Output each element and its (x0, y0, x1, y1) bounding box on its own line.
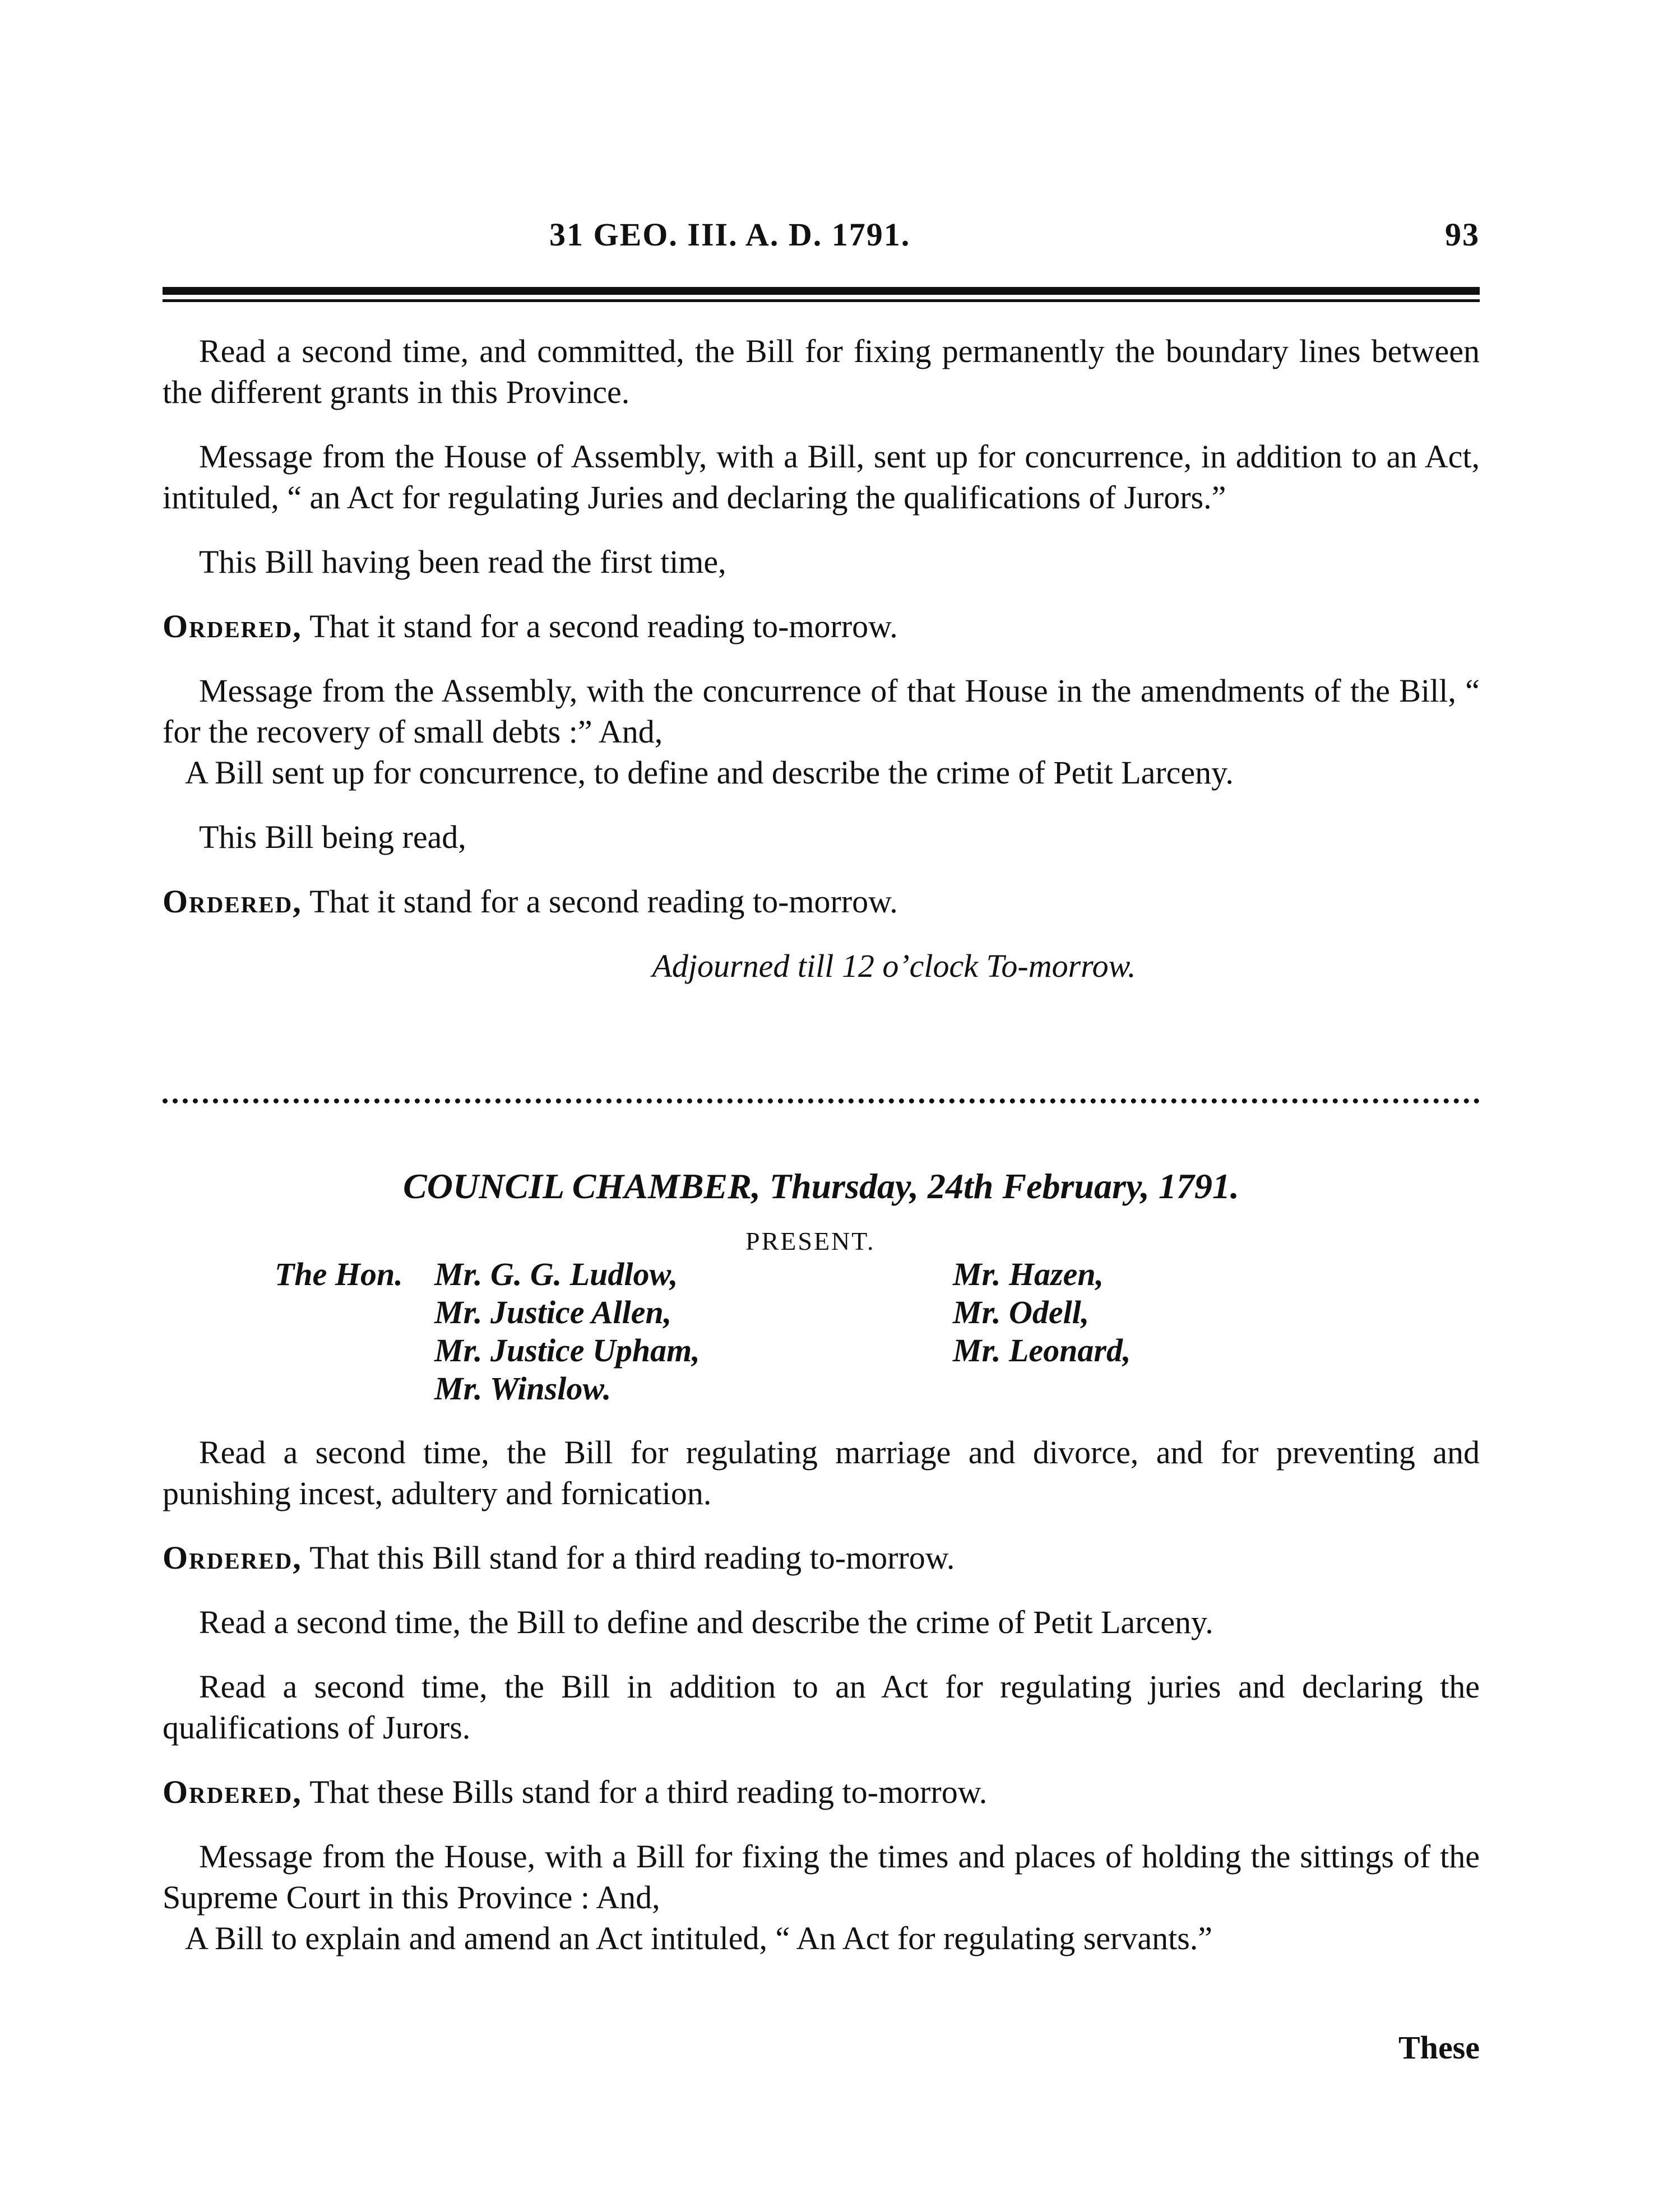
present-label: PRESENT. (745, 1227, 875, 1255)
paragraph-marriage-bill: Read a second time, the Bill for regulating marriage and divorce, and for preventing and punishing incest, adultery and fornication. (163, 1434, 1480, 1511)
ordered-label: Ordered, (163, 1539, 302, 1576)
ordered-entry-2 (163, 881, 1480, 922)
paragraph-first-reading: This Bill having been read the first time, (199, 544, 726, 580)
paragraph-petit-larceny-bill: A Bill sent up for concurrence, to define and describe the crime of Petit Larceny. (185, 754, 1234, 791)
attendee-name: Mr. Justice Upham, (434, 1332, 700, 1369)
attendee-name: Mr. Winslow. (434, 1370, 612, 1407)
attendee-name: Mr. Odell, (953, 1294, 1090, 1330)
ordered-entry-1 (163, 606, 1480, 647)
ordered-label: Ordered, (163, 883, 302, 920)
ordered-text: That this Bill stand for a third reading to-morrow. (302, 1539, 955, 1576)
ordered-text: That it stand for a second reading to-morrow. (302, 608, 898, 644)
attendee-name: Mr. Justice Allen, (434, 1294, 672, 1330)
council-chamber-heading: COUNCIL CHAMBER, Thursday, 24th February, 1791. (403, 1166, 1239, 1206)
header-rule-thin (163, 299, 1480, 302)
ordered-text: That these Bills stand for a third reading to-morrow. (302, 1774, 988, 1810)
ordered-label: Ordered, (163, 608, 302, 644)
attendee-name: Mr. G. G. Ludlow, (434, 1256, 678, 1292)
paragraph-servants-bill: A Bill to explain and amend an Act intituled, “ An Act for regulating servants.” (185, 1920, 1213, 1956)
running-title: 31 GEO. III. A. D. 1791. (549, 216, 911, 253)
adjournment-line: Adjourned till 12 o’clock To-morrow. (652, 948, 1136, 984)
attendance-column-left (275, 1255, 947, 1408)
catchword: These (1398, 2029, 1480, 2066)
paragraph-boundary-bill: Read a second time, and committed, the Bill for fixing permanently the boundary lines between the different grants in this Province. (163, 333, 1480, 410)
attendee-name: Mr. Leonard, (953, 1332, 1131, 1369)
ordered-text: That it stand for a second reading to-morrow. (302, 883, 898, 920)
paragraph-supreme-court-message: Message from the House, with a Bill for fixing the times and places of holding the sittings of the Supreme Court in this Province : And, (163, 1838, 1480, 1916)
top-section (163, 331, 1480, 986)
bottom-section (163, 1432, 1480, 1959)
paragraph-juries-message: Message from the House of Assembly, with a Bill, sent up for concurrence, in addition to an Act, intituled, “ an Act for regulating Juries and declaring the qualifications of Jurors.” (163, 438, 1480, 516)
title-prefix: The Hon. (275, 1256, 403, 1292)
attendance-column-right (953, 1255, 1233, 1370)
attendee-row (275, 1255, 947, 1293)
ordered-entry-3 (163, 1537, 1480, 1578)
ordered-label: Ordered, (163, 1774, 302, 1810)
paragraph-small-debts: Message from the Assembly, with the concurrence of that House in the amendments of the Bill, “ for the recovery of small debts :” And, (163, 673, 1480, 750)
page-number: 93 (1445, 216, 1480, 253)
paragraph-larceny-second-reading: Read a second time, the Bill to define and describe the crime of Petit Larceny. (199, 1604, 1213, 1640)
attendee-name: Mr. Hazen, (953, 1256, 1104, 1292)
paragraph-juries-second-reading: Read a second time, the Bill in addition to an Act for regulating juries and declaring the qualifications of Jurors. (163, 1668, 1480, 1746)
page-header (157, 216, 1480, 266)
ordered-entry-4 (163, 1772, 1480, 1812)
header-rule-thick (163, 287, 1480, 295)
paragraph-bill-read: This Bill being read, (199, 819, 466, 855)
dotted-separator (163, 1098, 1480, 1115)
